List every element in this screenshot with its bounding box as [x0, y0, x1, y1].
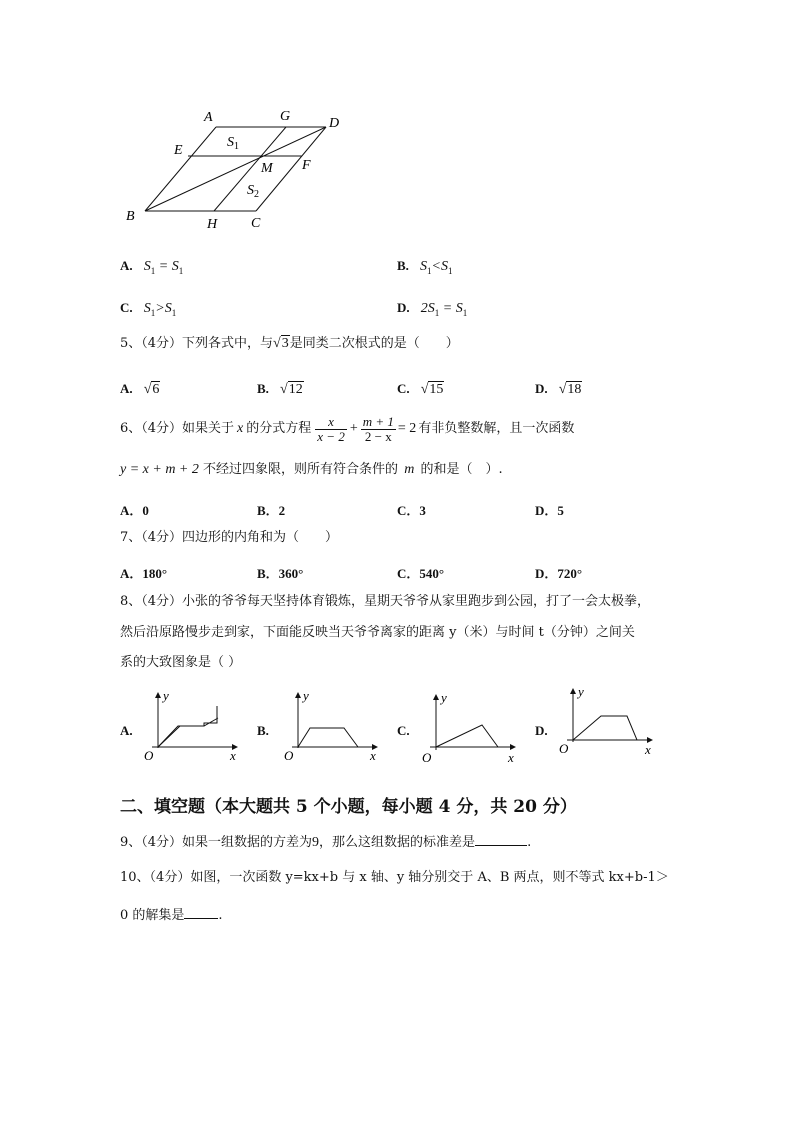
- parallelogram-figure: [110, 100, 350, 235]
- q8-graph-d[interactable]: [555, 684, 665, 764]
- x-label: x: [370, 748, 376, 763]
- graph-line-upper: [158, 706, 217, 747]
- q8-option-a-letter[interactable]: A.: [120, 723, 133, 738]
- y-label: y: [303, 688, 309, 703]
- q5-option-d[interactable]: [535, 378, 582, 398]
- section-title: 二、填空题（本大题共 5 个小题，每小题 4 分，共 20 分）: [120, 797, 577, 817]
- q8-option-b-letter[interactable]: B.: [257, 723, 269, 738]
- option-letter: C.: [397, 381, 410, 396]
- q8-graph-c[interactable]: [418, 690, 528, 770]
- q7-option-a[interactable]: A．180°: [120, 566, 168, 581]
- label-F: F: [302, 158, 311, 173]
- label-E: E: [174, 143, 183, 158]
- graph-line: [573, 716, 637, 740]
- q5-option-b[interactable]: [257, 378, 304, 398]
- x-label: x: [508, 750, 514, 765]
- sqrt-expr: √6: [143, 382, 160, 397]
- q4-option-c[interactable]: [120, 297, 176, 318]
- q4-option-b[interactable]: [397, 255, 452, 276]
- origin-label: O: [422, 750, 432, 765]
- q7-option-c[interactable]: C．540°: [397, 566, 445, 581]
- label-C: C: [251, 216, 261, 231]
- sqrt-expr: √3: [273, 336, 289, 351]
- q8-graph-a[interactable]: [140, 688, 250, 768]
- y-arrow-icon: [295, 692, 301, 698]
- origin-label: O: [144, 748, 154, 763]
- q10-stem-line2: 0 的解集是 .: [120, 908, 223, 923]
- y-arrow-icon: [570, 688, 576, 694]
- label-H: H: [207, 217, 218, 232]
- label-M: M: [261, 161, 273, 176]
- y-label: y: [578, 684, 584, 699]
- option-letter: A.: [120, 258, 133, 273]
- x-label: x: [645, 742, 651, 757]
- option-expr: $2S_1 = S_1$: [420, 301, 468, 318]
- label-D: D: [329, 116, 340, 131]
- q7-option-b[interactable]: B．360°: [257, 566, 304, 581]
- option-letter: D.: [535, 381, 548, 396]
- q6-option-a[interactable]: A．0: [120, 503, 149, 518]
- sqrt-expr: √18: [558, 382, 582, 397]
- q4-option-d[interactable]: [397, 297, 467, 318]
- option-letter: D.: [397, 300, 410, 315]
- q5-option-c[interactable]: [397, 378, 444, 398]
- q6-option-d[interactable]: D．5: [535, 503, 564, 518]
- y-arrow-icon: [155, 692, 161, 698]
- option-letter: C.: [120, 300, 133, 315]
- q4-option-a[interactable]: [120, 255, 183, 276]
- q8-option-c-letter[interactable]: C.: [397, 723, 410, 738]
- sqrt-expr: √12: [280, 382, 303, 397]
- origin-label: O: [559, 741, 569, 756]
- edge-AB: [145, 127, 216, 211]
- label-A: A: [204, 110, 213, 125]
- q6-stem-line1: 6、（4分）如果关于 x 的分式方程 $\frac{x}{x - 2}$ + $\frac{m + 1}{2 - x}$ = 2 有非负整数解，且一次函数: [120, 413, 575, 444]
- graph-line: [436, 725, 498, 747]
- q7-stem: 7、（4分）四边形的内角和为（ ）: [120, 530, 339, 545]
- q7-option-d[interactable]: D．720°: [535, 566, 583, 581]
- q10-stem-line1: 10、（4分）如图，一次函数 y=kx+b 与 x 轴、y 轴分别交于 A、B 两点，则不等式 kx+b-1＞: [120, 870, 669, 885]
- q5-option-a[interactable]: [120, 378, 160, 398]
- q8-stem-line2: 然后沿原路慢步走到家，下面能反映当天爷爷离家的距离 y（米）与时间 t（分钟）之间关: [120, 625, 635, 640]
- graph-line: [298, 728, 358, 747]
- q6-stem-line2: y = x + m + 2 不经过四象限，则所有符合条件的 m 的和是（ ）.: [120, 462, 503, 477]
- label-G: G: [280, 109, 291, 124]
- q5-stem: 5、（4分）下列各式中，与√3是同类二次根式的是（ ）: [120, 336, 459, 351]
- label-S1: $S_1$: [227, 135, 239, 152]
- option-letter: A.: [120, 381, 133, 396]
- q8-stem-line1: 8、（4分）小张的爷爷每天坚持体育锻炼，星期天爷爷从家里跑步到公园，打了一会太极拳，: [120, 594, 651, 609]
- q8-graph-b[interactable]: [280, 688, 390, 768]
- graph-line: [158, 718, 218, 747]
- option-letter: B.: [397, 258, 409, 273]
- q6-option-c[interactable]: C．3: [397, 503, 426, 518]
- q8-option-d-letter[interactable]: D.: [535, 723, 548, 738]
- option-letter: B.: [257, 381, 269, 396]
- x-label: x: [230, 748, 236, 763]
- label-S2: $S_2$: [247, 183, 259, 200]
- q6-option-b[interactable]: B．2: [257, 503, 286, 518]
- line-GH: [214, 127, 286, 211]
- q9-stem: 9、（4分）如果一组数据的方差为9，那么这组数据的标准差是 .: [120, 835, 532, 850]
- answer-blank[interactable]: [475, 833, 527, 846]
- y-label: y: [441, 690, 447, 705]
- fraction-1: $\frac{x}{x - 2}$: [317, 413, 345, 444]
- option-expr: $S_1<S_1$: [420, 259, 453, 276]
- option-expr: $S_1 = S_1$: [143, 259, 184, 276]
- answer-blank[interactable]: [184, 906, 218, 919]
- label-B: B: [126, 209, 135, 224]
- origin-label: O: [284, 748, 294, 763]
- fraction-2: $\frac{m + 1}{2 - x}$: [362, 413, 394, 444]
- q8-stem-line3: 系的大致图象是（ ）: [120, 655, 242, 670]
- y-label: y: [163, 688, 169, 703]
- diag-BD: [145, 127, 326, 211]
- option-expr: $S_1>S_1$: [143, 301, 177, 318]
- y-arrow-icon: [433, 694, 439, 700]
- sqrt-expr: √15: [420, 382, 444, 397]
